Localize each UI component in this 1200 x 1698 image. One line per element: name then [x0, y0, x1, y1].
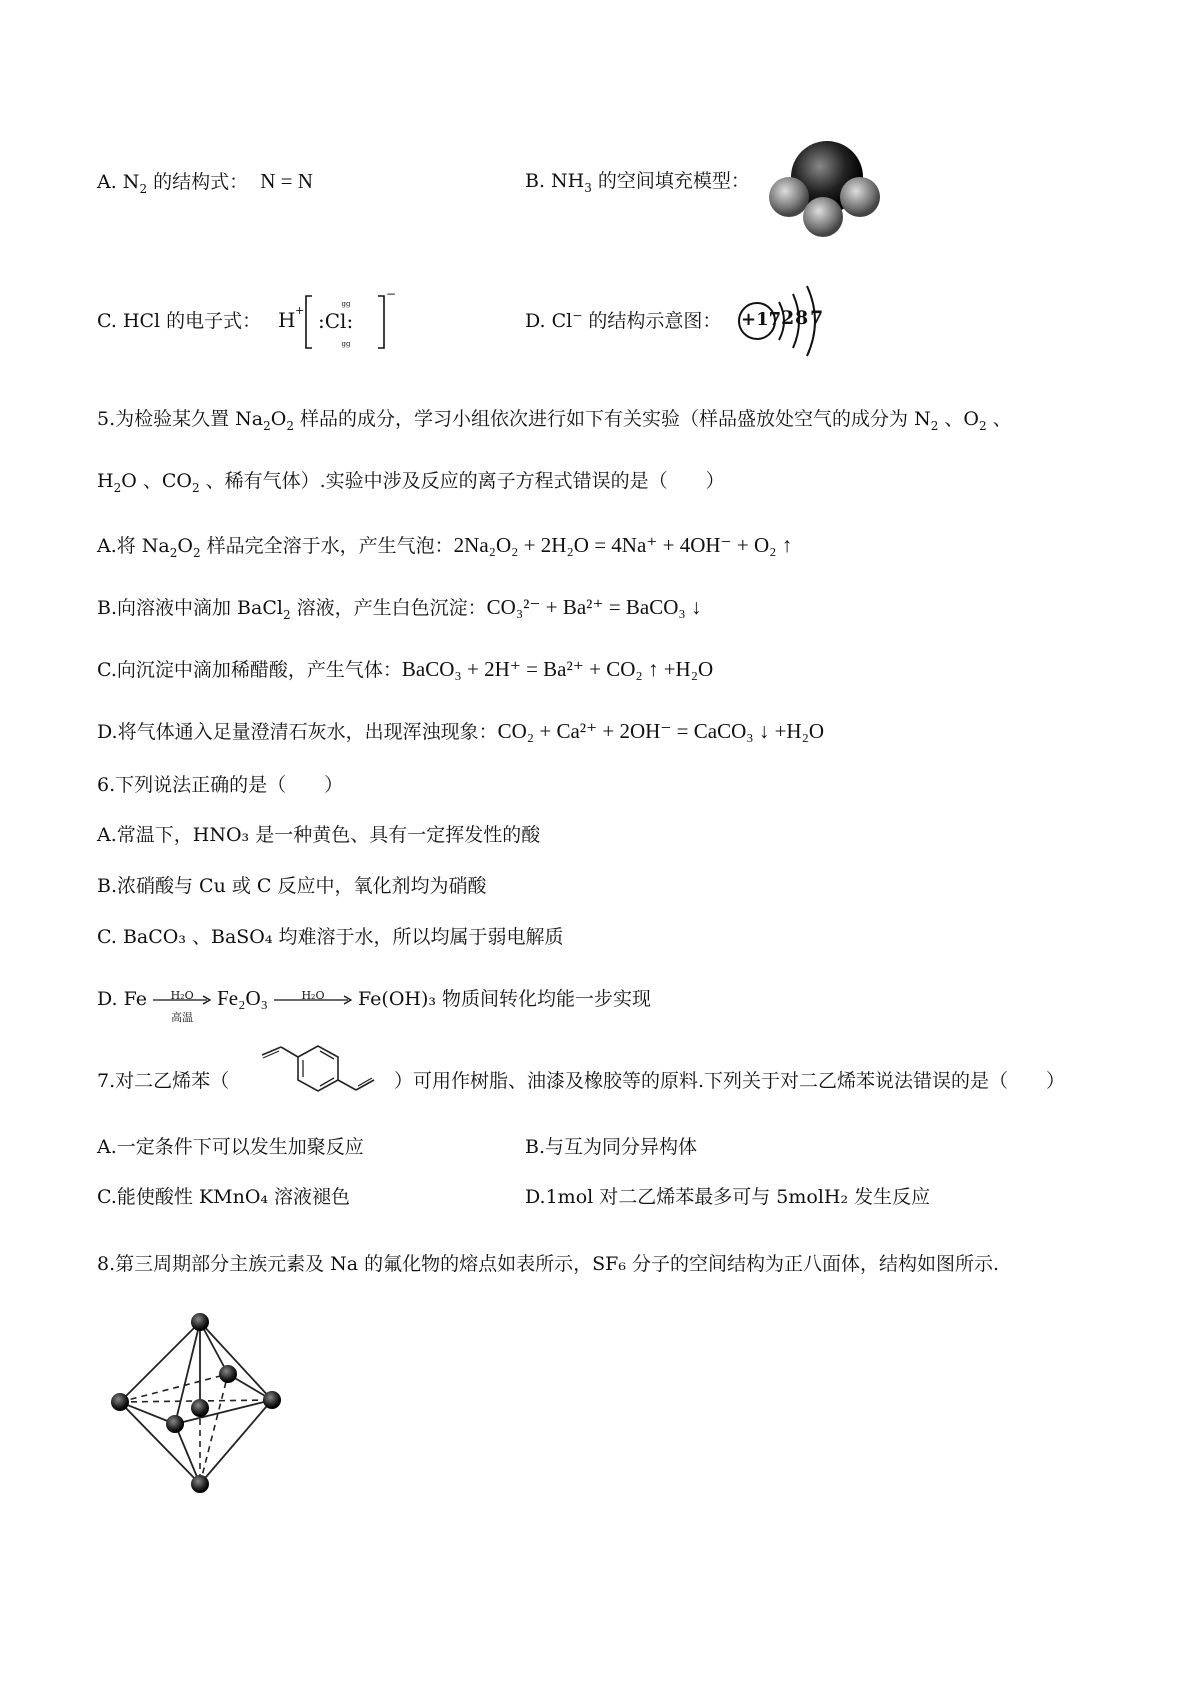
q6-option-c: C. BaCO₃ 、BaSO₄ 均难溶于水，所以均属于弱电解质 [97, 926, 564, 948]
q6-stem: 6.下列说法正确的是（ ） [97, 774, 344, 796]
divinylbenzene-structure [236, 1042, 396, 1122]
q4-option-a: A. $N_2$ 的结构式： N = N [97, 169, 313, 196]
q4-option-d: D. Cl− 的结构示意图： [525, 308, 722, 332]
sf6-octahedron-diagram [100, 1308, 300, 1498]
q7-option-a: A.一定条件下可以发生加聚反应 [97, 1136, 364, 1158]
q7-option-d: D.1mol 对二乙烯苯最多可与 5molH₂ 发生反应 [525, 1186, 931, 1208]
q5-option-d: D.将气体通入足量澄清石灰水，出现浑浊现象：CO₂ + Ca²⁺ + 2OH⁻ = CaCO₃ ↓ +H₂O [97, 719, 825, 743]
q5-stem-line2: $H_2O$ 、$CO_2$ 、稀有气体）.实验中涉及反应的离子方程式错误的是（ ） [97, 470, 725, 495]
q5-option-c: C.向沉淀中滴加稀醋酸，产生气体：BaCO₃ + 2H⁺ = Ba²⁺ + CO₂ ↑ +H₂O [97, 657, 714, 681]
q8-stem: 8.第三周期部分主族元素及 Na 的氟化物的熔点如表所示，SF₆ 分子的空间结构为正八面体，结构如图所示. [97, 1253, 1000, 1275]
q4-option-b: B. $NH_3$ 的空间填充模型： [525, 170, 750, 195]
svg-text:gg: gg [341, 300, 351, 308]
reaction-arrow-2: H₂O [274, 987, 352, 1013]
q5-option-b: B.向溶液中滴加 BaCl$_2$ 溶液，产生白色沉淀：CO₃²⁻ + Ba²⁺ = BaCO₃ ↓ [97, 595, 702, 622]
q7-option-c: C.能使酸性 KMnO₄ 溶液褪色 [97, 1186, 351, 1208]
reaction-arrow-1: H₂O 高温 [153, 987, 211, 1013]
cl-ion-structure-diagram: +17 2 8 7 [735, 272, 835, 362]
q7-stem-part2: ）可用作树脂、油漆及橡胶等的原料.下列关于对二乙烯苯说法错误的是（ ） [394, 1070, 1066, 1092]
q5-option-a: A.将 $Na_2O_2$ 样品完全溶于水，产生气泡：2Na₂O₂ + 2H₂O = 4Na⁺ + 4OH⁻ + O₂ ↑ [97, 533, 793, 560]
q5-stem-line1: 5.为检验某久置 $Na_2O_2$ 样品的成分，学习小组依次进行如下有关实验（样品盛放处空气的成分为 $N_2$ 、$O_2$ 、 [97, 408, 1012, 433]
q6-option-a: A.常温下，HNO₃ 是一种黄色、具有一定挥发性的酸 [97, 824, 541, 846]
q6-option-d: D. Fe H₂O 高温 Fe₂O₃ H₂O Fe(OH)₃ 物质间转化均能一步实现 [97, 986, 652, 1024]
nh3-space-filling-model [765, 135, 890, 245]
hcl-electron-formula: H + gg gg − :Cl: [278, 287, 397, 348]
q7-option-b: B.与互为同分异构体 [525, 1136, 698, 1158]
q6-option-b: B.浓硝酸与 Cu 或 C 反应中，氧化剂均为硝酸 [97, 875, 487, 897]
svg-text:−: − [386, 287, 397, 301]
q7-stem-part1: 7.对二乙烯苯（ [97, 1070, 230, 1092]
svg-text:gg: gg [341, 340, 351, 348]
q4-option-c: C. HCl 的电子式： [97, 310, 262, 332]
